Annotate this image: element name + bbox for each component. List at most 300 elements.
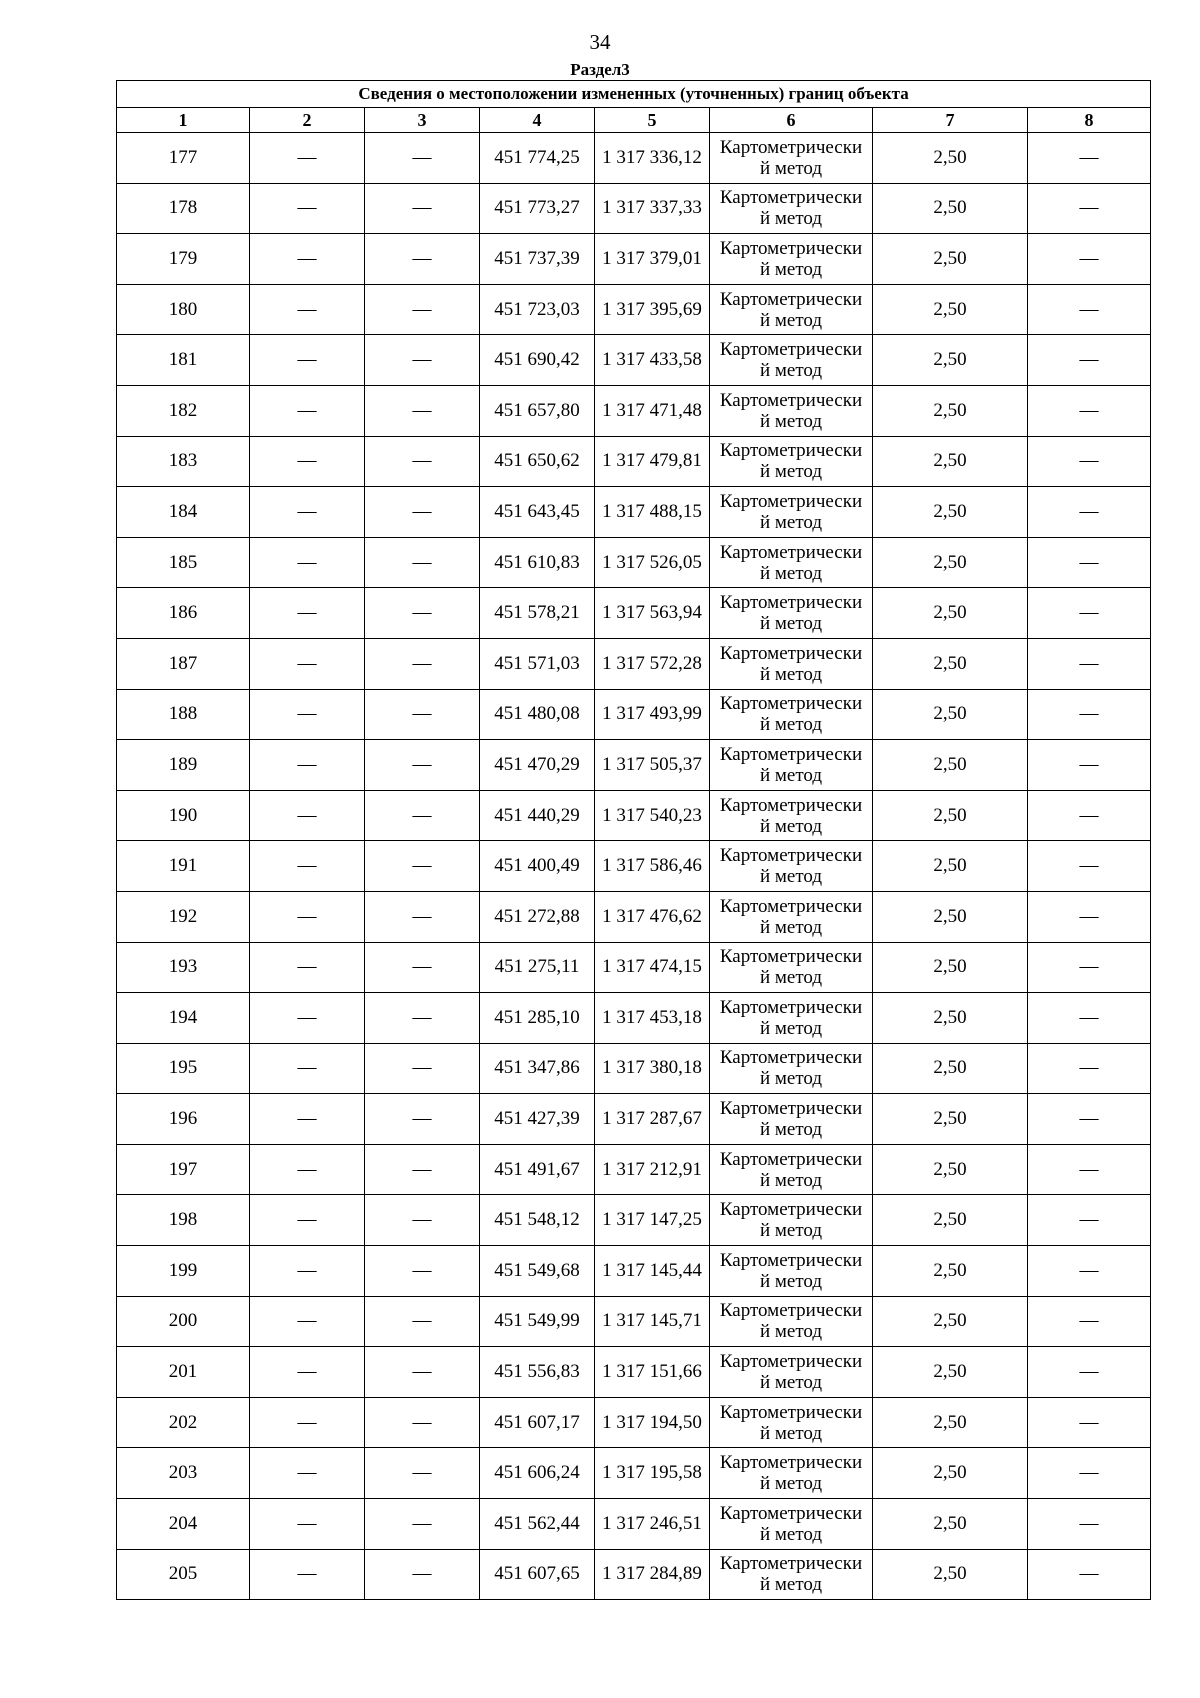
method-line-2: й метод [759,1321,823,1343]
method-cell [710,335,873,386]
method-cell [710,689,873,740]
table-row [117,1397,1151,1448]
table-row [117,1549,1151,1600]
method-line-2: й метод [759,714,823,736]
method-line-1: Картометрически [719,1098,863,1120]
column-number: 5 [595,108,710,133]
table-row [117,284,1151,335]
method-line-2: й метод [759,1017,823,1039]
point-number-cell: 181 [117,335,250,386]
x-coordinate-cell: 451 272,88 [480,891,595,942]
column-8-cell: — [1028,1296,1151,1347]
precision-cell: 2,50 [873,588,1028,639]
point-number-cell: 184 [117,487,250,538]
method-line-2: й метод [759,1169,823,1191]
method-line-2: й метод [759,1422,823,1444]
y-coordinate-cell: 1 317 563,94 [595,588,710,639]
x-coordinate-cell: 451 556,83 [480,1347,595,1398]
x-coordinate-cell: 451 578,21 [480,588,595,639]
column-number: 4 [480,108,595,133]
y-coordinate-cell: 1 317 453,18 [595,993,710,1044]
precision-cell: 2,50 [873,1296,1028,1347]
column-2-cell: — [250,993,365,1044]
column-8-cell: — [1028,537,1151,588]
column-3-cell: — [365,1296,480,1347]
column-8-cell: — [1028,993,1151,1044]
precision-cell: 2,50 [873,385,1028,436]
column-8-cell: — [1028,1397,1151,1448]
method-line-1: Картометрически [719,541,863,563]
column-3-cell: — [365,1549,480,1600]
column-8-cell: — [1028,1043,1151,1094]
column-3-cell: — [365,993,480,1044]
y-coordinate-cell: 1 317 586,46 [595,841,710,892]
column-2-cell: — [250,1499,365,1550]
column-number: 2 [250,108,365,133]
method-line-2: й метод [759,866,823,888]
y-coordinate-cell: 1 317 479,81 [595,436,710,487]
y-coordinate-cell: 1 317 572,28 [595,638,710,689]
column-8-cell: — [1028,790,1151,841]
table-body [117,133,1151,1600]
column-8-cell: — [1028,740,1151,791]
precision-cell: 2,50 [873,1246,1028,1297]
column-2-cell: — [250,1448,365,1499]
y-coordinate-cell: 1 317 433,58 [595,335,710,386]
method-line-1: Картометрически [719,136,863,158]
column-8-cell: — [1028,588,1151,639]
column-8-cell: — [1028,891,1151,942]
column-8-cell: — [1028,183,1151,234]
column-2-cell: — [250,183,365,234]
point-number-cell: 185 [117,537,250,588]
column-2-cell: — [250,234,365,285]
x-coordinate-cell: 451 607,17 [480,1397,595,1448]
method-line-2: й метод [759,967,823,989]
table-row [117,689,1151,740]
column-2-cell: — [250,385,365,436]
method-line-1: Картометрически [719,1148,863,1170]
x-coordinate-cell: 451 737,39 [480,234,595,285]
point-number-cell: 189 [117,740,250,791]
method-line-2: й метод [759,1220,823,1242]
precision-cell: 2,50 [873,234,1028,285]
y-coordinate-cell: 1 317 151,66 [595,1347,710,1398]
column-8-cell: — [1028,638,1151,689]
column-3-cell: — [365,942,480,993]
x-coordinate-cell: 451 607,65 [480,1549,595,1600]
y-coordinate-cell: 1 317 476,62 [595,891,710,942]
x-coordinate-cell: 451 562,44 [480,1499,595,1550]
column-2-cell: — [250,1043,365,1094]
column-2-cell: — [250,740,365,791]
column-8-cell: — [1028,841,1151,892]
x-coordinate-cell: 451 549,68 [480,1246,595,1297]
method-cell [710,1549,873,1600]
column-8-cell: — [1028,487,1151,538]
point-number-cell: 187 [117,638,250,689]
y-coordinate-cell: 1 317 212,91 [595,1144,710,1195]
method-line-1: Картометрически [719,1553,863,1575]
column-2-cell: — [250,1549,365,1600]
x-coordinate-cell: 451 650,62 [480,436,595,487]
table-row [117,436,1151,487]
method-line-2: й метод [759,1372,823,1394]
x-coordinate-cell: 451 610,83 [480,537,595,588]
column-3-cell: — [365,1246,480,1297]
table-caption: Сведения о местоположении измененных (уточненных) границ объекта [117,81,1151,108]
page-number: 34 [589,30,611,54]
column-numbers-row [117,108,1151,133]
table-row [117,1195,1151,1246]
column-3-cell: — [365,1094,480,1145]
column-2-cell: — [250,436,365,487]
method-line-2: й метод [759,258,823,280]
column-3-cell: — [365,537,480,588]
column-2-cell: — [250,790,365,841]
column-2-cell: — [250,638,365,689]
x-coordinate-cell: 451 549,99 [480,1296,595,1347]
precision-cell: 2,50 [873,335,1028,386]
x-coordinate-cell: 451 657,80 [480,385,595,436]
table-row [117,234,1151,285]
column-8-cell: — [1028,1094,1151,1145]
precision-cell: 2,50 [873,638,1028,689]
point-number-cell: 201 [117,1347,250,1398]
x-coordinate-cell: 451 571,03 [480,638,595,689]
table-row [117,1094,1151,1145]
point-number-cell: 198 [117,1195,250,1246]
method-line-1: Картометрически [719,1351,863,1373]
x-coordinate-cell: 451 773,27 [480,183,595,234]
method-cell [710,1397,873,1448]
column-8-cell: — [1028,942,1151,993]
x-coordinate-cell: 451 400,49 [480,841,595,892]
point-number-cell: 203 [117,1448,250,1499]
table-row [117,588,1151,639]
y-coordinate-cell: 1 317 336,12 [595,133,710,184]
method-cell [710,841,873,892]
method-cell [710,1246,873,1297]
method-line-1: Картометрически [719,1249,863,1271]
column-2-cell: — [250,1094,365,1145]
point-number-cell: 191 [117,841,250,892]
column-2-cell: — [250,588,365,639]
method-line-2: й метод [759,410,823,432]
column-3-cell: — [365,1499,480,1550]
x-coordinate-cell: 451 548,12 [480,1195,595,1246]
method-line-2: й метод [759,1473,823,1495]
precision-cell: 2,50 [873,1397,1028,1448]
precision-cell: 2,50 [873,1347,1028,1398]
column-3-cell: — [365,234,480,285]
column-3-cell: — [365,740,480,791]
method-cell [710,183,873,234]
x-coordinate-cell: 451 275,11 [480,942,595,993]
y-coordinate-cell: 1 317 505,37 [595,740,710,791]
table-row [117,1347,1151,1398]
y-coordinate-cell: 1 317 395,69 [595,284,710,335]
table-row [117,537,1151,588]
column-3-cell: — [365,1043,480,1094]
precision-cell: 2,50 [873,436,1028,487]
y-coordinate-cell: 1 317 246,51 [595,1499,710,1550]
point-number-cell: 190 [117,790,250,841]
method-line-2: й метод [759,562,823,584]
method-line-1: Картометрически [719,288,863,310]
column-number: 3 [365,108,480,133]
precision-cell: 2,50 [873,133,1028,184]
y-coordinate-cell: 1 317 194,50 [595,1397,710,1448]
x-coordinate-cell: 451 480,08 [480,689,595,740]
method-cell [710,638,873,689]
y-coordinate-cell: 1 317 147,25 [595,1195,710,1246]
point-number-cell: 200 [117,1296,250,1347]
method-line-1: Картометрически [719,996,863,1018]
column-2-cell: — [250,284,365,335]
method-line-1: Картометрически [719,845,863,867]
method-cell [710,487,873,538]
column-2-cell: — [250,487,365,538]
column-8-cell: — [1028,436,1151,487]
table-row [117,790,1151,841]
method-line-2: й метод [759,764,823,786]
method-line-1: Картометрически [719,1047,863,1069]
column-8-cell: — [1028,1347,1151,1398]
precision-cell: 2,50 [873,1499,1028,1550]
column-8-cell: — [1028,1144,1151,1195]
precision-cell: 2,50 [873,1043,1028,1094]
method-line-2: й метод [759,916,823,938]
x-coordinate-cell: 451 427,39 [480,1094,595,1145]
table-row [117,638,1151,689]
table-row [117,841,1151,892]
table-row [117,942,1151,993]
column-3-cell: — [365,638,480,689]
precision-cell: 2,50 [873,1094,1028,1145]
precision-cell: 2,50 [873,1448,1028,1499]
method-line-2: й метод [759,613,823,635]
x-coordinate-cell: 451 690,42 [480,335,595,386]
column-3-cell: — [365,841,480,892]
method-cell [710,588,873,639]
column-number: 6 [710,108,873,133]
method-cell [710,385,873,436]
table-row [117,487,1151,538]
y-coordinate-cell: 1 317 474,15 [595,942,710,993]
column-3-cell: — [365,284,480,335]
method-cell [710,537,873,588]
boundary-table [116,80,1151,1600]
method-cell [710,1347,873,1398]
column-8-cell: — [1028,1246,1151,1297]
column-8-cell: — [1028,234,1151,285]
precision-cell: 2,50 [873,689,1028,740]
method-line-1: Картометрически [719,642,863,664]
precision-cell: 2,50 [873,1549,1028,1600]
column-8-cell: — [1028,133,1151,184]
x-coordinate-cell: 451 285,10 [480,993,595,1044]
precision-cell: 2,50 [873,841,1028,892]
y-coordinate-cell: 1 317 379,01 [595,234,710,285]
method-line-1: Картометрически [719,743,863,765]
method-line-1: Картометрически [719,490,863,512]
point-number-cell: 194 [117,993,250,1044]
method-cell [710,436,873,487]
method-cell [710,1195,873,1246]
precision-cell: 2,50 [873,537,1028,588]
column-3-cell: — [365,1144,480,1195]
column-2-cell: — [250,1195,365,1246]
column-3-cell: — [365,790,480,841]
method-cell [710,891,873,942]
method-cell [710,1094,873,1145]
section-title: Раздел3 [570,60,630,79]
y-coordinate-cell: 1 317 380,18 [595,1043,710,1094]
precision-cell: 2,50 [873,891,1028,942]
precision-cell: 2,50 [873,183,1028,234]
point-number-cell: 193 [117,942,250,993]
x-coordinate-cell: 451 723,03 [480,284,595,335]
method-line-1: Картометрически [719,1452,863,1474]
point-number-cell: 183 [117,436,250,487]
precision-cell: 2,50 [873,487,1028,538]
column-3-cell: — [365,1448,480,1499]
method-line-2: й метод [759,663,823,685]
method-line-2: й метод [759,1270,823,1292]
column-2-cell: — [250,1246,365,1297]
column-3-cell: — [365,487,480,538]
point-number-cell: 188 [117,689,250,740]
column-2-cell: — [250,942,365,993]
method-cell [710,740,873,791]
method-line-1: Картометрически [719,1502,863,1524]
point-number-cell: 202 [117,1397,250,1448]
column-3-cell: — [365,1397,480,1448]
column-8-cell: — [1028,1499,1151,1550]
column-number: 1 [117,108,250,133]
table-row [117,1499,1151,1550]
column-8-cell: — [1028,1195,1151,1246]
method-cell [710,133,873,184]
method-line-2: й метод [759,1523,823,1545]
table-row [117,1296,1151,1347]
point-number-cell: 197 [117,1144,250,1195]
y-coordinate-cell: 1 317 337,33 [595,183,710,234]
column-3-cell: — [365,588,480,639]
table-row [117,133,1151,184]
x-coordinate-cell: 451 606,24 [480,1448,595,1499]
method-line-1: Картометрически [719,1300,863,1322]
column-3-cell: — [365,891,480,942]
table-row [117,1246,1151,1297]
method-cell [710,1144,873,1195]
point-number-cell: 178 [117,183,250,234]
y-coordinate-cell: 1 317 540,23 [595,790,710,841]
column-number: 7 [873,108,1028,133]
column-8-cell: — [1028,1549,1151,1600]
column-2-cell: — [250,537,365,588]
column-3-cell: — [365,133,480,184]
column-3-cell: — [365,1195,480,1246]
method-line-1: Картометрически [719,339,863,361]
y-coordinate-cell: 1 317 145,71 [595,1296,710,1347]
column-3-cell: — [365,183,480,234]
method-cell [710,284,873,335]
x-coordinate-cell: 451 491,67 [480,1144,595,1195]
column-3-cell: — [365,1347,480,1398]
table-row [117,993,1151,1044]
precision-cell: 2,50 [873,1195,1028,1246]
y-coordinate-cell: 1 317 195,58 [595,1448,710,1499]
point-number-cell: 186 [117,588,250,639]
y-coordinate-cell: 1 317 145,44 [595,1246,710,1297]
method-line-2: й метод [759,309,823,331]
column-2-cell: — [250,1347,365,1398]
column-2-cell: — [250,335,365,386]
column-3-cell: — [365,436,480,487]
precision-cell: 2,50 [873,790,1028,841]
method-cell [710,993,873,1044]
column-2-cell: — [250,133,365,184]
method-line-1: Картометрически [719,389,863,411]
precision-cell: 2,50 [873,1144,1028,1195]
method-line-2: й метод [759,1574,823,1596]
method-line-2: й метод [759,157,823,179]
y-coordinate-cell: 1 317 488,15 [595,487,710,538]
method-line-2: й метод [759,511,823,533]
precision-cell: 2,50 [873,740,1028,791]
column-8-cell: — [1028,1448,1151,1499]
table-row [117,1043,1151,1094]
point-number-cell: 196 [117,1094,250,1145]
table-row [117,335,1151,386]
method-line-1: Картометрически [719,1401,863,1423]
y-coordinate-cell: 1 317 284,89 [595,1549,710,1600]
column-2-cell: — [250,1144,365,1195]
x-coordinate-cell: 451 440,29 [480,790,595,841]
method-line-1: Картометрически [719,1199,863,1221]
method-line-1: Картометрически [719,592,863,614]
method-line-1: Картометрически [719,946,863,968]
x-coordinate-cell: 451 470,29 [480,740,595,791]
column-2-cell: — [250,841,365,892]
method-cell [710,1448,873,1499]
method-line-1: Картометрически [719,187,863,209]
point-number-cell: 195 [117,1043,250,1094]
point-number-cell: 179 [117,234,250,285]
table-row [117,740,1151,791]
precision-cell: 2,50 [873,284,1028,335]
point-number-cell: 205 [117,1549,250,1600]
precision-cell: 2,50 [873,993,1028,1044]
method-line-1: Картометрически [719,794,863,816]
column-2-cell: — [250,1397,365,1448]
table-row [117,385,1151,436]
column-8-cell: — [1028,689,1151,740]
column-8-cell: — [1028,385,1151,436]
column-2-cell: — [250,891,365,942]
x-coordinate-cell: 451 643,45 [480,487,595,538]
y-coordinate-cell: 1 317 526,05 [595,537,710,588]
point-number-cell: 199 [117,1246,250,1297]
method-line-2: й метод [759,208,823,230]
precision-cell: 2,50 [873,942,1028,993]
method-cell [710,1043,873,1094]
column-2-cell: — [250,1296,365,1347]
point-number-cell: 192 [117,891,250,942]
method-line-1: Картометрически [719,895,863,917]
